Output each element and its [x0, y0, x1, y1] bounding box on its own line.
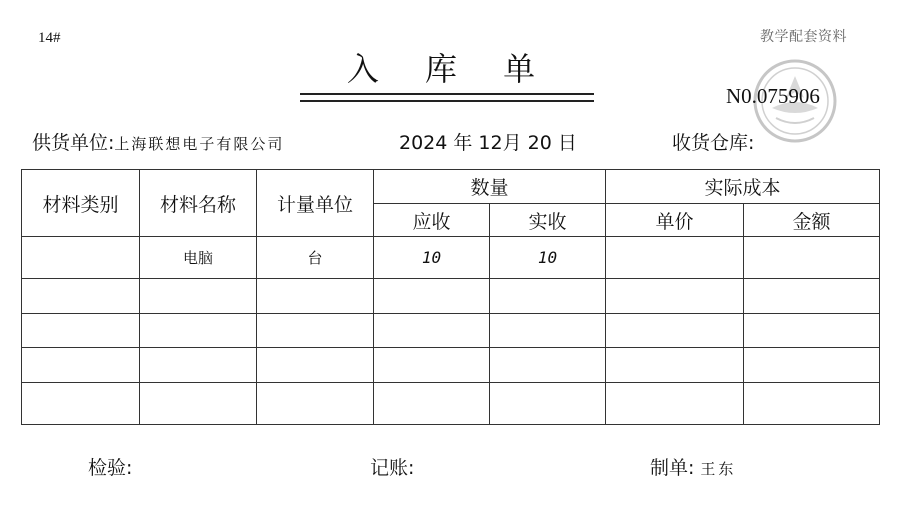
cell-due: [374, 348, 490, 383]
inspection-field: [88, 453, 132, 480]
receipt-table: [21, 169, 880, 425]
cell-actual: [490, 314, 606, 348]
supplier-field: [32, 128, 284, 155]
inspection-label: 检验:: [88, 457, 133, 479]
cell-amount: [744, 279, 880, 314]
cell-category: [22, 348, 140, 383]
warehouse-label: 收货仓库:: [672, 132, 755, 154]
cell-unit: [257, 314, 374, 348]
preparer-label: 制单:: [650, 457, 695, 479]
cell-actual: [490, 279, 606, 314]
header-unit: 计量单位: [257, 170, 374, 237]
header-quantity-due: 应收: [374, 204, 490, 237]
cell-unit: 台: [257, 237, 374, 279]
cell-unit: [257, 279, 374, 314]
bookkeeping-field: [370, 453, 414, 480]
document-number: N0.075906: [726, 84, 820, 108]
preparer-value: 王东: [700, 460, 737, 478]
cell-actual: [490, 383, 606, 425]
header-amount: 金额: [744, 204, 880, 237]
cell-price: [606, 383, 744, 425]
cell-category: [22, 237, 140, 279]
table-row: [22, 237, 880, 279]
cell-category: [22, 314, 140, 348]
cell-name: 电脑: [140, 237, 257, 279]
bookkeeping-label: 记账:: [370, 457, 415, 479]
sheet-number: 14#: [38, 30, 61, 46]
table-row: [22, 383, 880, 425]
cell-name: [140, 348, 257, 383]
title-underline-top: [300, 93, 594, 95]
cell-due: [374, 314, 490, 348]
cell-unit: [257, 348, 374, 383]
cell-amount: [744, 314, 880, 348]
header-category: 材料类别: [22, 170, 140, 237]
header-unit-price: 单价: [606, 204, 744, 237]
cell-name: [140, 383, 257, 425]
cell-name: [140, 279, 257, 314]
receipt-date: 2024 年 12月 20 日: [399, 132, 577, 154]
title-underline-bottom: [300, 100, 594, 102]
table-row: [22, 348, 880, 383]
cell-category: [22, 383, 140, 425]
table-row: [22, 314, 880, 348]
supplier-label: 供货单位:: [32, 132, 115, 154]
cell-price: [606, 237, 744, 279]
cell-category: [22, 279, 140, 314]
header-name: 材料名称: [140, 170, 257, 237]
header-actual-cost: 实际成本: [606, 170, 880, 204]
cell-due: 10: [374, 237, 490, 279]
cell-amount: [744, 348, 880, 383]
supplier-value: 上海联想电子有限公司: [114, 135, 285, 153]
cell-amount: [744, 383, 880, 425]
cell-price: [606, 314, 744, 348]
cell-actual: 10: [490, 237, 606, 279]
cell-price: [606, 279, 744, 314]
header-quantity-actual: 实收: [490, 204, 606, 237]
warehouse-field: [672, 128, 754, 155]
table-row: [22, 279, 880, 314]
watermark-text: 教学配套资料: [760, 29, 847, 45]
cell-amount: [744, 237, 880, 279]
cell-unit: [257, 383, 374, 425]
preparer-field: [650, 453, 736, 480]
cell-due: [374, 383, 490, 425]
cell-due: [374, 279, 490, 314]
cell-name: [140, 314, 257, 348]
cell-price: [606, 348, 744, 383]
header-quantity: 数量: [374, 170, 606, 204]
page-title: 入 库 单: [346, 50, 554, 88]
cell-actual: [490, 348, 606, 383]
